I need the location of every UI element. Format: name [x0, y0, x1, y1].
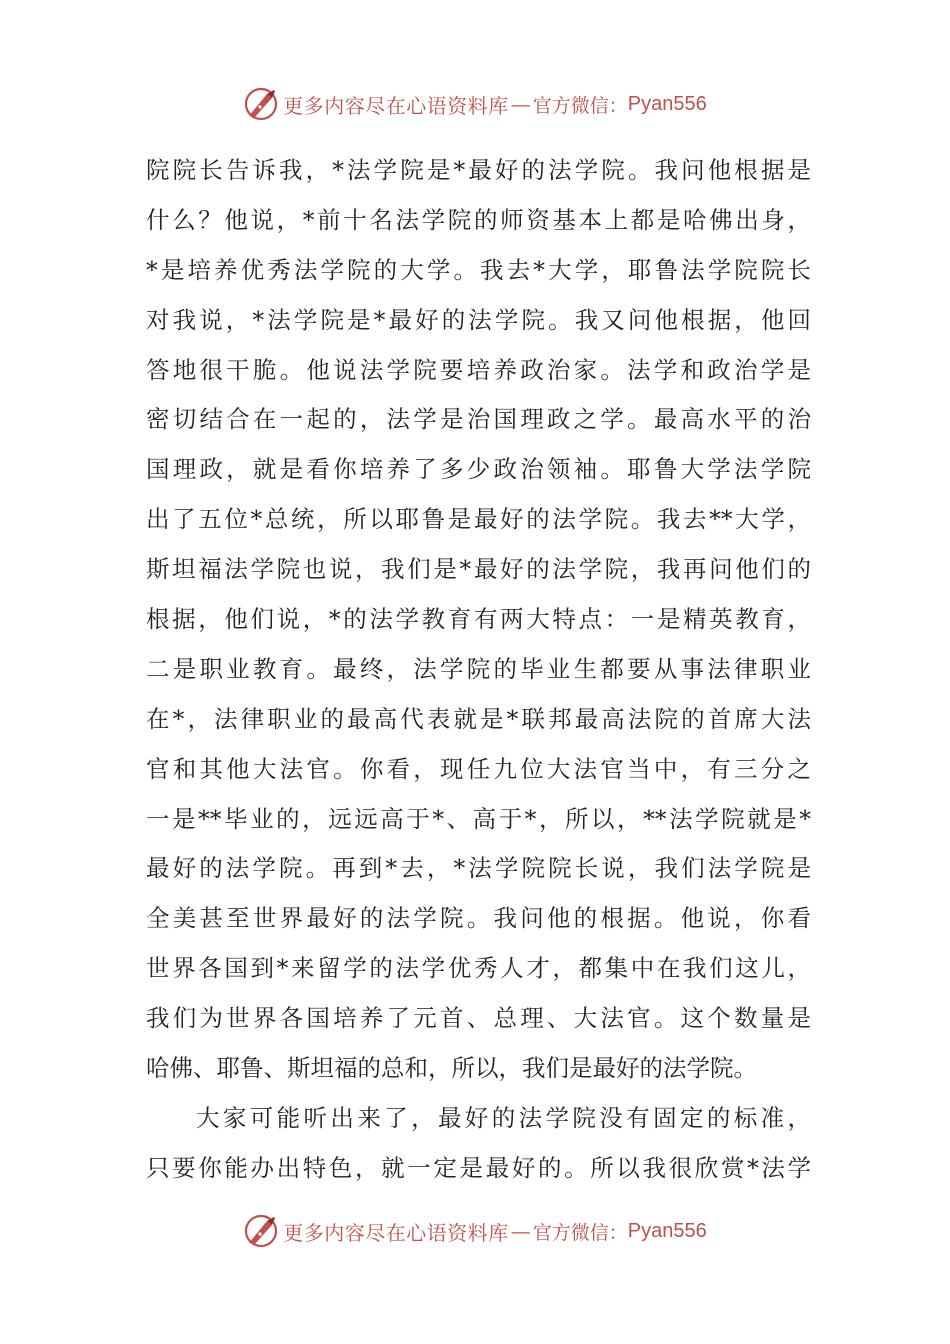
text-line: 一是**毕业的，远远高于*、高于*，所以，**法学院就是*	[146, 804, 811, 833]
text-line: 全美甚至世界最好的法学院。我问他的根据。他说，你看	[146, 904, 811, 933]
banner-dash: —	[510, 92, 531, 116]
text-line: 世界各国到*来留学的法学优秀人才，都集中在我们这儿，	[146, 954, 811, 983]
text-line: 我们为世界各国培养了元首、总理、大法官。这个数量是	[146, 1004, 811, 1033]
text-line: 密切结合在一起的，法学是治国理政之学。最高水平的治	[146, 405, 811, 434]
header-banner	[0, 84, 950, 124]
banner-dash: —	[510, 1219, 531, 1243]
text-line: 国理政，就是看你培养了多少政治领袖。耶鲁大学法学院	[146, 455, 811, 484]
banner-wechat-id: Pyan556	[627, 1219, 707, 1242]
text-line-paragraph-start: 大家可能听出来了，最好的法学院没有固定的标准，	[196, 1103, 811, 1132]
text-line: 哈佛、耶鲁、斯坦福的总和，所以，我们是最好的法学院。	[146, 1054, 757, 1083]
text-line: 斯坦福法学院也说，我们是*最好的法学院，我再问他们的	[146, 555, 811, 584]
text-line: 根据，他们说，*的法学教育有两大特点：一是精英教育，	[146, 605, 811, 634]
text-line: 答地很干脆。他说法学院要培养政治家。法学和政治学是	[146, 355, 811, 384]
text-line: 出了五位*总统，所以耶鲁是最好的法学院。我去**大学，	[146, 505, 811, 534]
text-line: 对我说，*法学院是*最好的法学院。我又问他根据，他回	[146, 305, 811, 334]
text-line: 二是职业教育。最终，法学院的毕业生都要从事法律职业	[146, 654, 811, 683]
fountain-pen-nib-circle-icon	[243, 86, 279, 122]
footer-banner	[0, 1211, 950, 1251]
text-line: 在*，法律职业的最高代表就是*联邦最高法院的首席大法	[146, 704, 811, 733]
banner-brand: 更多内容尽在心语资料库	[283, 1220, 509, 1245]
document-body	[146, 146, 811, 1194]
banner-wechat-label: 官方微信：	[532, 1221, 628, 1244]
banner-brand: 更多内容尽在心语资料库	[283, 93, 509, 118]
text-line: 最好的法学院。再到*去，*法学院院长说，我们法学院是	[146, 854, 811, 883]
banner-wechat-label: 官方微信：	[532, 94, 628, 117]
text-line: *是培养优秀法学院的大学。我去*大学，耶鲁法学院院长	[146, 255, 811, 284]
banner-wechat-id: Pyan556	[627, 92, 707, 115]
text-line: 什么？他说，*前十名法学院的师资基本上都是哈佛出身，	[146, 205, 811, 234]
fountain-pen-nib-circle-icon	[243, 1213, 279, 1249]
text-line: 只要你能办出特色，就一定是最好的。所以我很欣赏*法学	[146, 1153, 811, 1182]
text-line: 院院长告诉我，*法学院是*最好的法学院。我问他根据是	[146, 156, 811, 184]
text-line: 官和其他大法官。你看，现任九位大法官当中，有三分之	[146, 754, 811, 783]
